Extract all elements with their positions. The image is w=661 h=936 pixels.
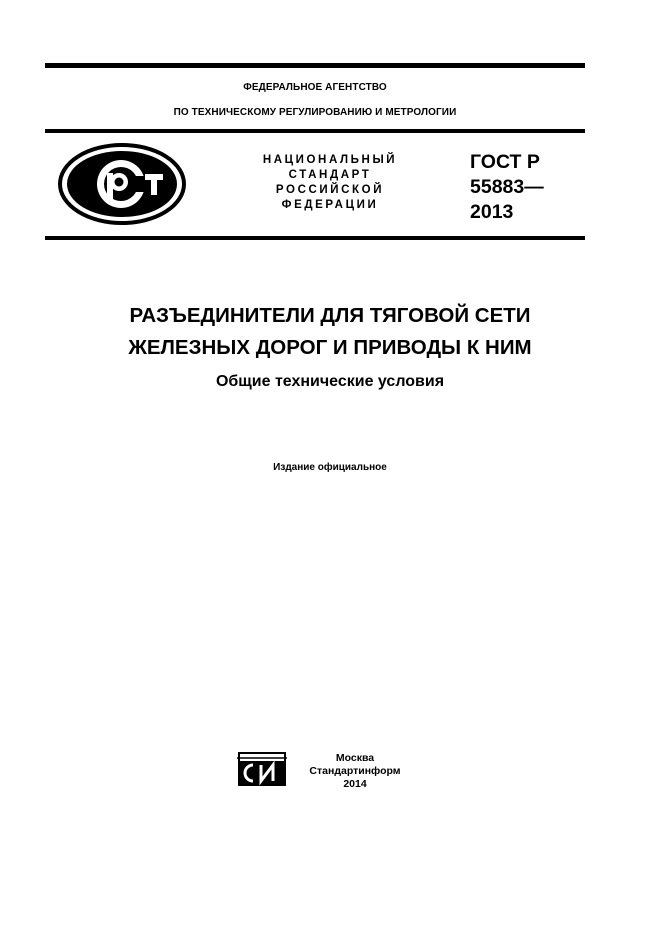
- standartinform-logo-icon: [235, 749, 289, 789]
- agency-line-1: ФЕДЕРАЛЬНОЕ АГЕНТСТВО: [243, 82, 387, 93]
- publication-year: 2014: [343, 778, 367, 790]
- rst-certification-mark-icon: [57, 143, 187, 225]
- edition-label: Издание официальное: [273, 462, 387, 473]
- designation-line-1: ГОСТ Р: [470, 151, 540, 173]
- standard-type-line-1: НАЦИОНАЛЬНЫЙ: [262, 154, 398, 166]
- standard-designation: [470, 150, 580, 225]
- middle-rule: [45, 129, 585, 133]
- top-rule: [45, 63, 585, 68]
- designation-line-3: 2013: [470, 201, 514, 223]
- title-line-1: РАЗЪЕДИНИТЕЛИ ДЛЯ ТЯГОВОЙ СЕТИ: [129, 304, 531, 327]
- standard-type-line-2: СТАНДАРТ: [288, 169, 372, 181]
- publisher-name: Стандартинформ: [309, 765, 401, 777]
- agency-line-2: ПО ТЕХНИЧЕСКОМУ РЕГУЛИРОВАНИЮ И МЕТРОЛОГИИ: [173, 107, 457, 118]
- publisher-info: [300, 752, 410, 791]
- designation-line-2: 55883—: [470, 176, 544, 198]
- standard-type: [250, 153, 410, 213]
- title-line-2: ЖЕЛЕЗНЫХ ДОРОГ И ПРИВОДЫ К НИМ: [128, 336, 532, 359]
- document-title: [45, 300, 615, 364]
- document-subtitle: Общие технические условия: [215, 373, 445, 390]
- standard-type-line-3: РОССИЙСКОЙ: [275, 184, 385, 196]
- standard-type-line-4: ФЕДЕРАЦИИ: [281, 199, 379, 211]
- bottom-rule: [45, 236, 585, 240]
- publisher-city: Москва: [335, 752, 375, 764]
